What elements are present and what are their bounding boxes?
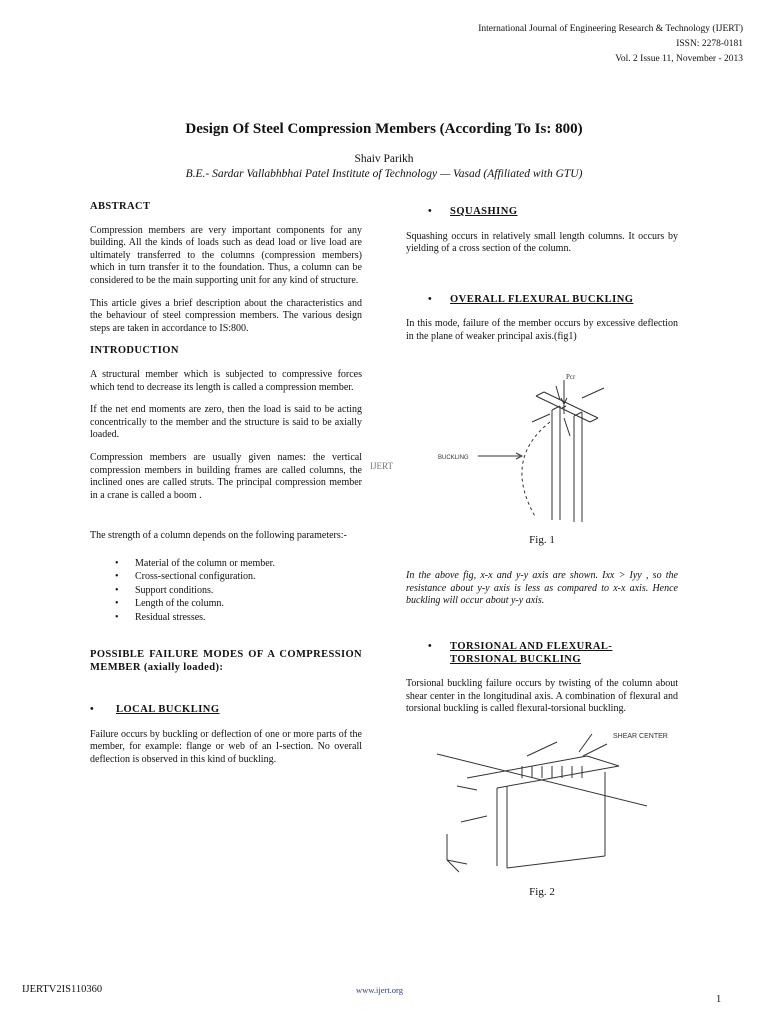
bullet-icon: • — [428, 206, 433, 217]
torsional-heading — [428, 640, 678, 666]
torsional-label: TORSIONAL AND FLEXURAL-TORSIONAL BUCKLING — [450, 640, 613, 665]
bullet-icon: • — [428, 293, 433, 305]
failure-modes-heading: POSSIBLE FAILURE MODES OF A COMPRESSION MEMBER (axially loaded): — [90, 648, 362, 673]
journal-name: International Journal of Engineering Research & Technology (IJERT) — [478, 24, 743, 34]
figure-2-caption: Fig. 2 — [529, 885, 555, 898]
author-affiliation: B.E.- Sardar Vallabhbhai Patel Institute of Technology — Vasad (Affiliated with GTU) — [185, 168, 583, 180]
bullet-icon: • — [428, 640, 433, 652]
intro-paragraph-3: Compression members are usually given names: the vertical compression members in building frames are called columns, the inclined ones are called struts. The principal compression member in a crane is called a boom . — [90, 451, 362, 501]
issn: ISSN: 2278-0181 — [676, 39, 743, 49]
parameter-list — [90, 557, 362, 624]
figure-1-note: In the above fig, x-x and y-y axis are shown. Ixx > Iyy , so the resistance about y-y axis is less as compared to x-x axis. Hence buckling will occur about y-y axis. — [406, 570, 678, 607]
squashing-paragraph: Squashing occurs in relatively small length columns. It occurs by yielding of a cross section of the column. — [406, 230, 678, 255]
intro-paragraph-1: A structural member which is subjected to compressive forces which tend to decrease its length is called a compression member. — [90, 368, 362, 393]
shear-center-label: SHEAR CENTER — [613, 732, 668, 740]
list-item: • Material of the column or member. — [135, 557, 362, 570]
introduction-heading: INTRODUCTION — [90, 345, 179, 357]
torsional-paragraph: Torsional buckling failure occurs by twisting of the column about shear center in the longitudinal axis. A combination of flexural and torsional buckling is called flexural-torsional buckling. — [406, 677, 678, 715]
local-buckling-paragraph: Failure occurs by buckling or deflection of one or more parts of the member, for example: flange or web of an I-section. No overall deflection is observed in this kind of buckling. — [90, 728, 362, 765]
list-item: • Residual stresses. — [135, 611, 362, 624]
figure-2-torsional-buckling — [407, 726, 677, 876]
figure-1-flexural-buckling — [432, 370, 652, 530]
abstract-paragraph-1: Compression members are very important components for any building. All the kinds of loads such as dead load or live load are ultimately transferred to the columns (compression members) which in turn transfer it to the foundation. Thus, a column can be considered to be the main supporting unit for any kind of structure. — [90, 224, 362, 286]
paper-code: IJERTV2IS110360 — [22, 984, 103, 995]
list-item: • Length of the column. — [135, 597, 362, 610]
author-name: Shaiv Parikh — [354, 153, 414, 165]
paper-title: Design Of Steel Compression Members (According To Is: 800) — [185, 121, 583, 137]
journal-watermark: IJERT — [370, 461, 393, 471]
journal-header — [478, 22, 743, 67]
list-item: • Cross-sectional configuration. — [135, 570, 362, 583]
bullet-icon: • — [90, 703, 95, 715]
local-buckling-heading — [90, 704, 362, 717]
abstract-heading: ABSTRACT — [90, 201, 151, 212]
buckling-label: BUCKLING — [438, 454, 469, 461]
abstract-paragraph-2: This article gives a brief description about the characteristics and the behaviour of steel compression members. The various design steps are taken in accordance to IS:800. — [90, 297, 362, 334]
flexural-label: OVERALL FLEXURAL BUCKLING — [450, 293, 634, 305]
squashing-heading — [428, 206, 678, 219]
flexural-heading — [428, 294, 678, 307]
figure-1-caption: Fig. 1 — [529, 533, 555, 546]
right-column — [406, 206, 678, 898]
left-column — [90, 201, 362, 776]
page-number: 1 — [716, 994, 722, 1005]
squashing-label: SQUASHING — [450, 206, 518, 217]
volume-issue: Vol. 2 Issue 11, November - 2013 — [615, 54, 743, 64]
strength-paragraph: The strength of a column depends on the following parameters:- — [90, 530, 347, 542]
pcr-label: Pcr — [566, 372, 576, 381]
local-buckling-label: LOCAL BUCKLING — [116, 703, 220, 715]
intro-paragraph-2: If the net end moments are zero, then the load is said to be acting concentrically to the member and the structure is said to be axially loaded. — [90, 404, 362, 441]
list-item: • Support conditions. — [135, 584, 362, 597]
journal-url[interactable]: www.ijert.org — [356, 985, 403, 995]
flexural-paragraph: In this mode, failure of the member occurs by excessive deflection in the plane of weaker principal axis.(fig1) — [406, 318, 678, 342]
